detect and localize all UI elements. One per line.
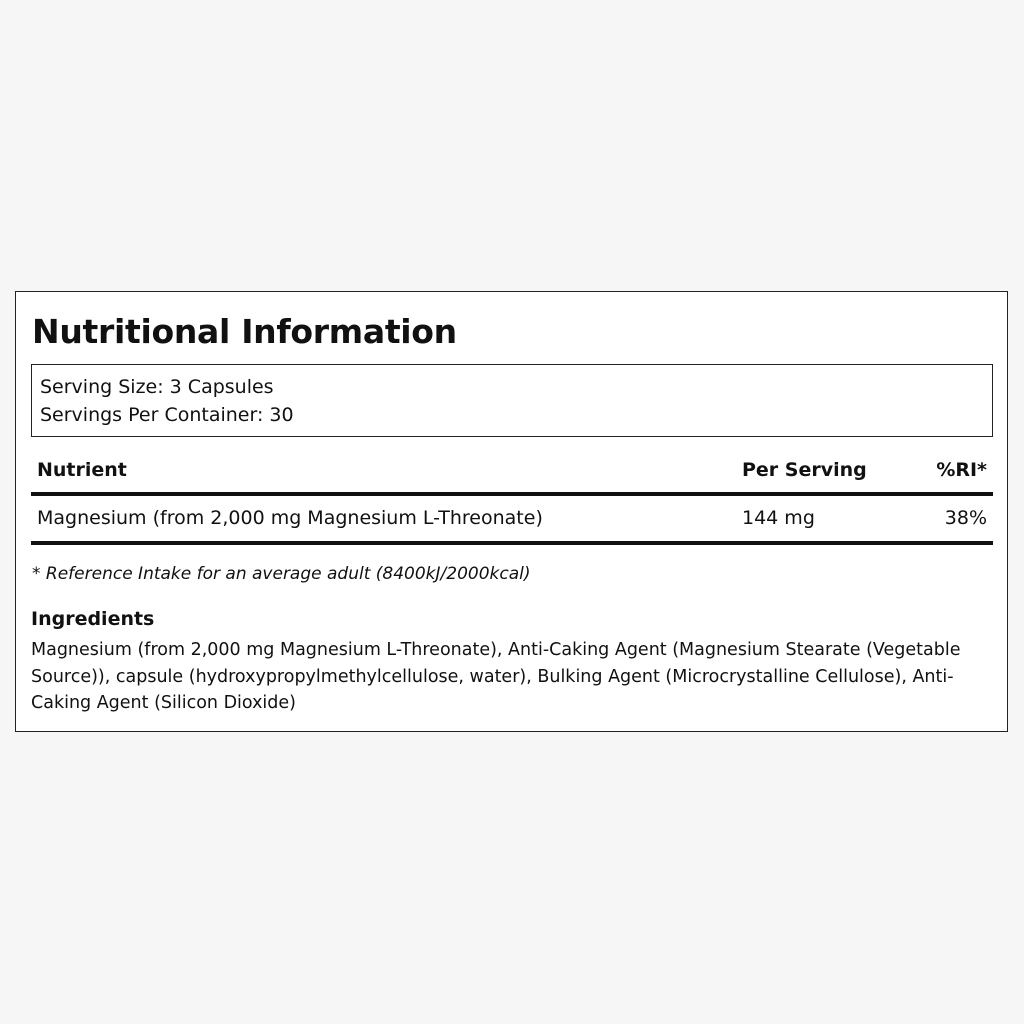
row-per-serving: 144 mg <box>742 507 815 529</box>
header-nutrient: Nutrient <box>37 459 127 481</box>
serving-size: Serving Size: 3 Capsules <box>40 376 274 398</box>
ingredients-heading: Ingredients <box>31 608 155 630</box>
header-ri: %RI* <box>936 459 987 481</box>
row-nutrient: Magnesium (from 2,000 mg Magnesium L-Threonate) <box>37 507 543 529</box>
row-ri: 38% <box>944 507 987 529</box>
table-row <box>31 504 993 545</box>
servings-per-container: Servings Per Container: 30 <box>40 404 294 426</box>
nutrient-table-header <box>31 456 993 496</box>
nutrition-panel <box>15 291 1008 732</box>
header-per-serving: Per Serving <box>742 459 867 481</box>
reference-intake-footnote: * Reference Intake for an average adult (8400kJ/2000kcal) <box>32 564 531 584</box>
serving-info-box <box>31 364 993 437</box>
panel-title: Nutritional Information <box>32 312 457 351</box>
ingredients-text: Magnesium (from 2,000 mg Magnesium L-Threonate), Anti-Caking Agent (Magnesium Stearate (Vegetable Source)), capsule (hydroxypropylmethylcellulose, water), Bulking Agent (Microcrystalline Cellulose), Anti-Caking Agent (Silicon Dioxide) <box>31 640 961 713</box>
